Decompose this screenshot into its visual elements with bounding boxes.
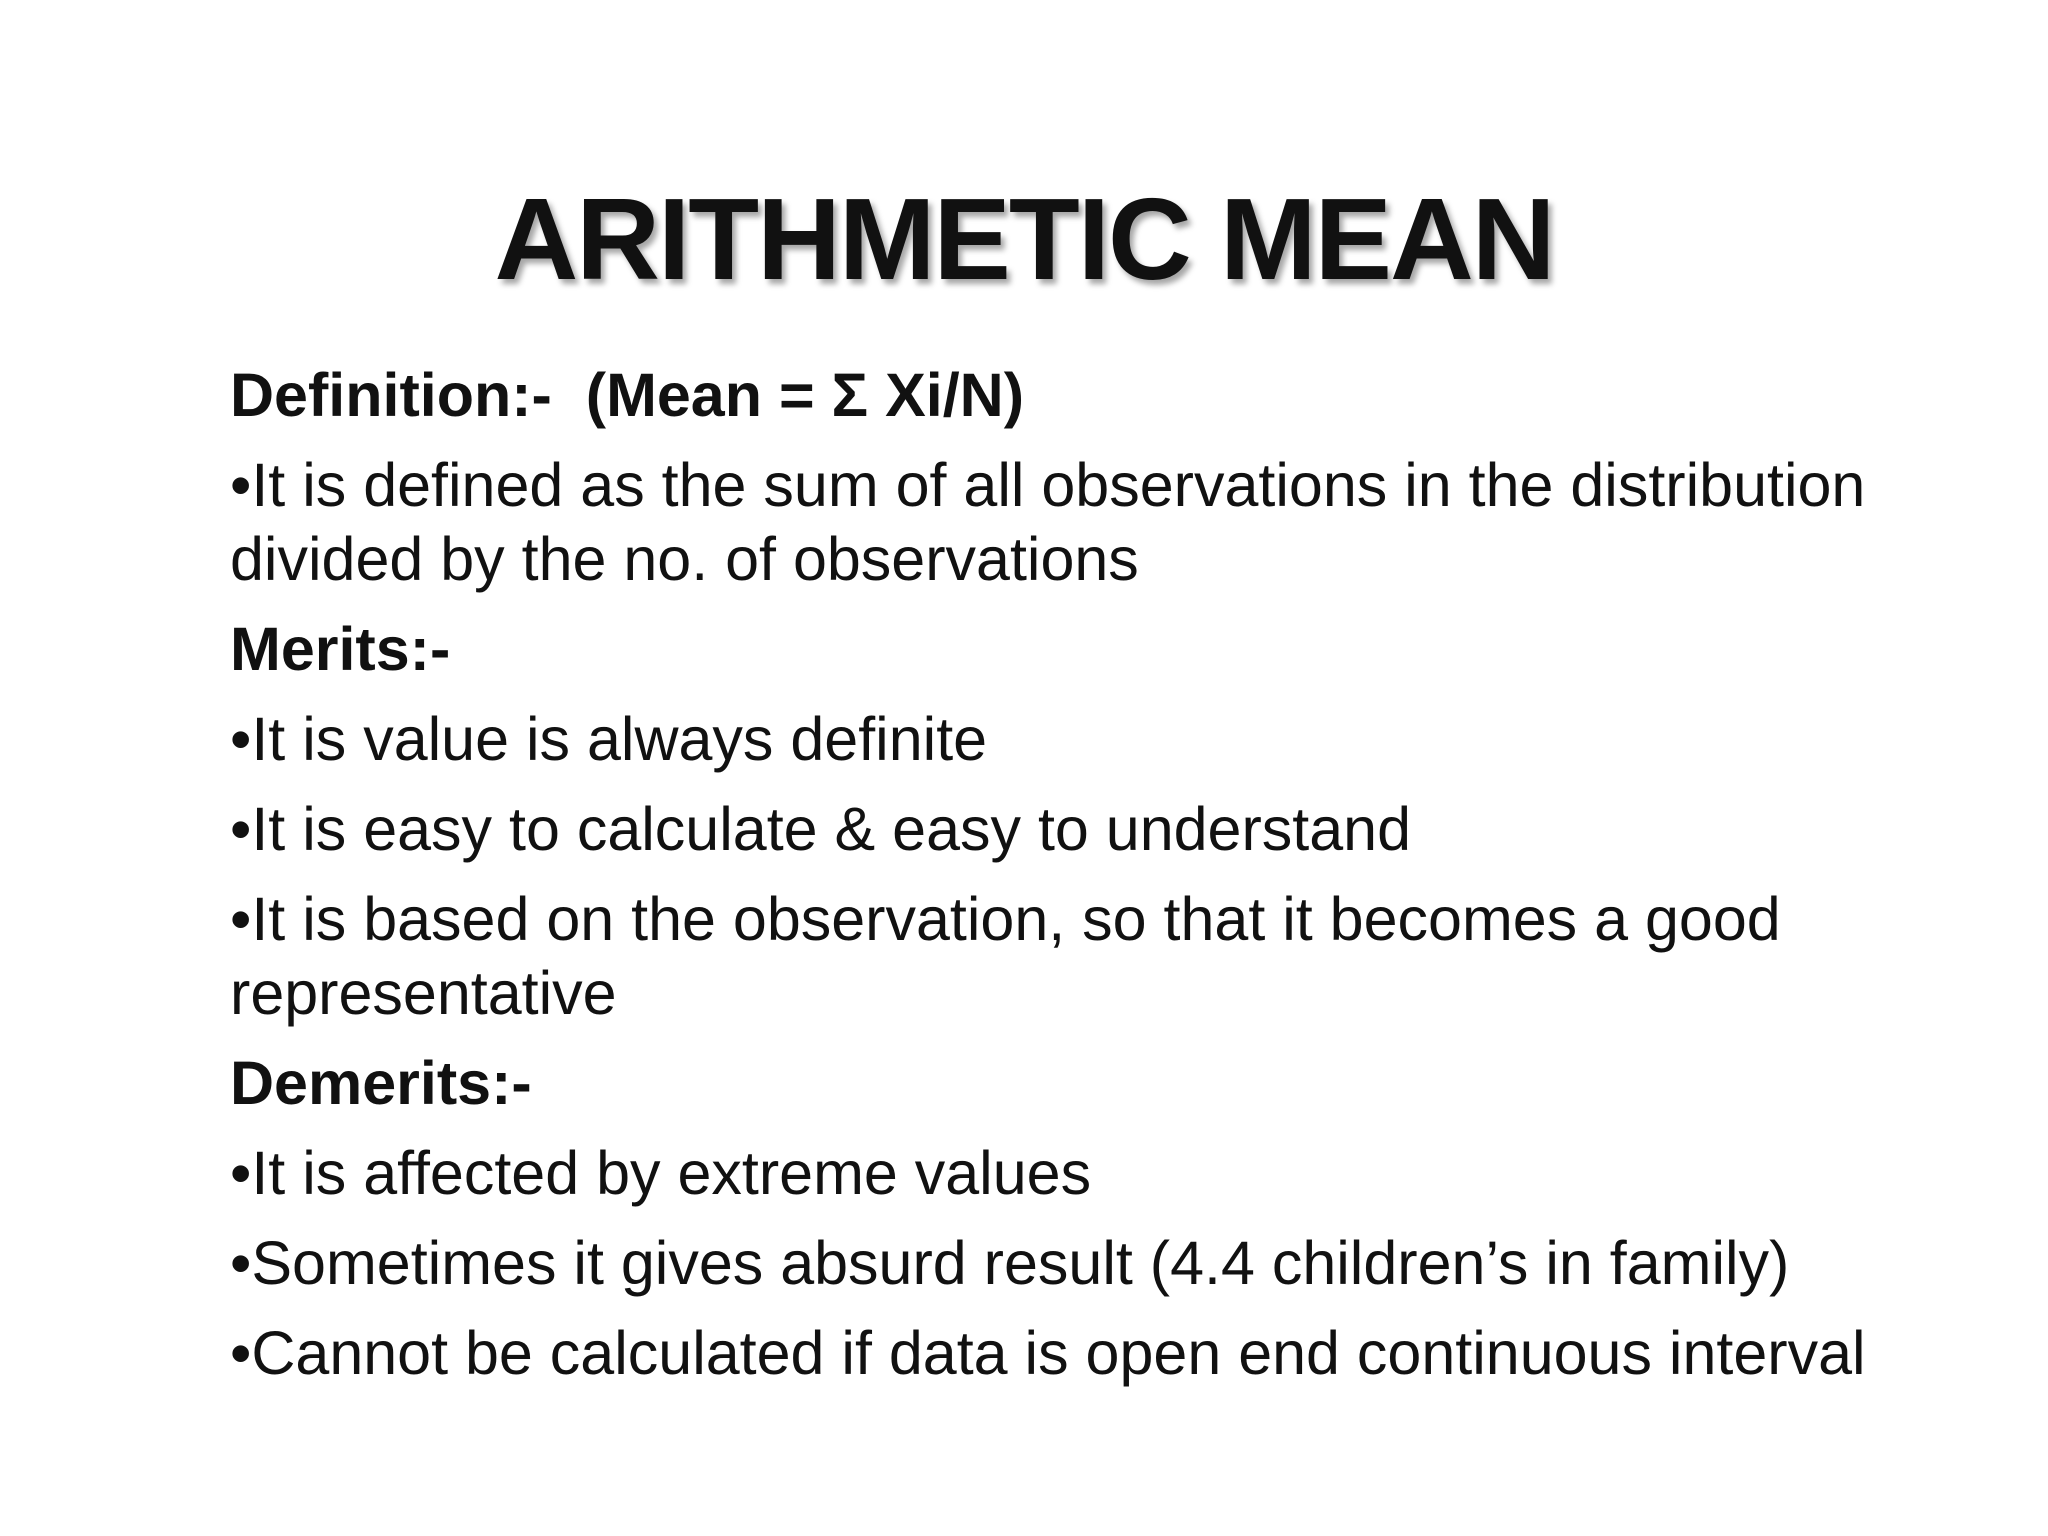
demerit-point: •It is affected by extreme values xyxy=(230,1139,1092,1207)
merit-point: •It is based on the observation, so that it becomes a good representative xyxy=(230,885,1781,1027)
slide-body xyxy=(230,358,1990,1406)
demerit-point: •Cannot be calculated if data is open end continuous interval xyxy=(230,1319,1866,1387)
demerit-point: •Sometimes it gives absurd result (4.4 children’s in family) xyxy=(230,1229,1790,1297)
demerits-heading: Demerits:- xyxy=(230,1049,532,1117)
slide-title: ARITHMETIC MEAN xyxy=(494,174,1554,304)
merit-point: •It is value is always definite xyxy=(230,705,988,773)
definition-heading: Definition:- (Mean = Σ Xi/N) xyxy=(230,361,1025,429)
merit-point: •It is easy to calculate & easy to understand xyxy=(230,795,1412,863)
definition-point: •It is defined as the sum of all observations in the distribution divided by the no. of observations xyxy=(230,451,1866,593)
merits-heading: Merits:- xyxy=(230,615,451,683)
